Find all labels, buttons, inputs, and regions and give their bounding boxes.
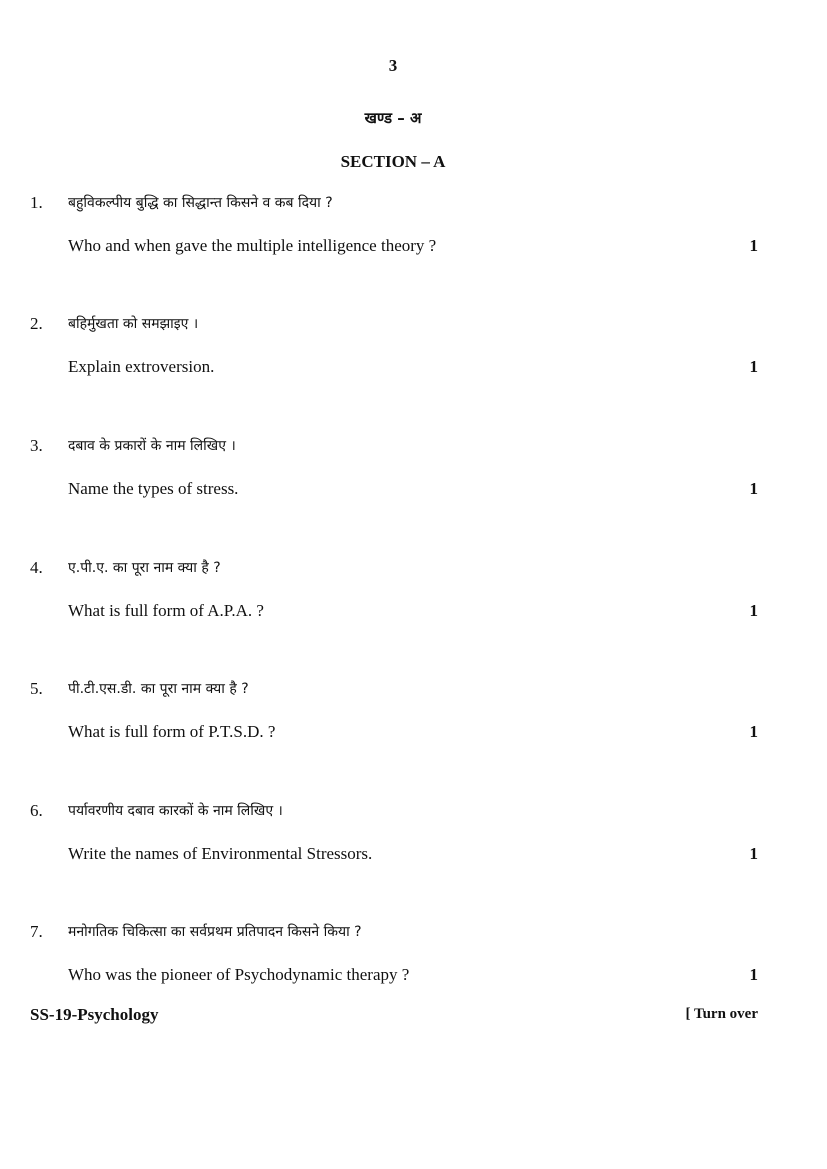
question-item xyxy=(0,193,827,283)
footer-paper-code: SS-19-Psychology xyxy=(30,1005,159,1024)
question-marks: 1 xyxy=(749,965,758,984)
question-text-hindi: बहिर्मुखता को समझाइए । xyxy=(68,316,199,332)
question-text-english: Who was the pioneer of Psychodynamic therapy ? xyxy=(68,965,410,984)
question-text-english: Write the names of Environmental Stressors. xyxy=(68,844,373,863)
question-marks: 1 xyxy=(749,236,758,255)
question-number: 5. xyxy=(30,679,43,698)
question-number: 2. xyxy=(30,314,43,333)
question-item xyxy=(0,922,827,1012)
question-marks: 1 xyxy=(749,601,758,620)
question-item xyxy=(0,558,827,648)
question-number: 1. xyxy=(30,193,43,212)
question-item xyxy=(0,679,827,769)
question-text-hindi: पी.टी.एस.डी. का पूरा नाम क्या है ? xyxy=(68,681,249,697)
question-text-hindi: दबाव के प्रकारों के नाम लिखिए । xyxy=(68,438,236,454)
question-number: 6. xyxy=(30,801,43,820)
question-text-hindi: पर्यावरणीय दबाव कारकों के नाम लिखिए । xyxy=(68,803,283,819)
question-marks: 1 xyxy=(749,357,758,376)
question-text-english: Who and when gave the multiple intelligence theory ? xyxy=(68,236,437,255)
question-marks: 1 xyxy=(749,844,758,863)
question-marks: 1 xyxy=(749,722,758,741)
question-number: 4. xyxy=(30,558,43,577)
question-marks: 1 xyxy=(749,479,758,498)
question-text-english: What is full form of P.T.S.D. ? xyxy=(68,722,276,741)
page-number: 3 xyxy=(388,56,398,75)
question-number: 7. xyxy=(30,922,43,941)
section-heading-english: SECTION – A xyxy=(340,152,446,171)
question-text-english: What is full form of A.P.A. ? xyxy=(68,601,264,620)
question-text-english: Name the types of stress. xyxy=(68,479,239,498)
footer-turn-over: [ Turn over xyxy=(685,1006,758,1022)
question-text-english: Explain extroversion. xyxy=(68,357,215,376)
question-text-hindi: ए.पी.ए. का पूरा नाम क्या है ? xyxy=(68,560,221,576)
question-text-hindi: मनोगतिक चिकित्सा का सर्वप्रथम प्रतिपादन किसने किया ? xyxy=(68,924,362,940)
question-item xyxy=(0,436,827,526)
question-item xyxy=(0,801,827,891)
question-number: 3. xyxy=(30,436,43,455)
question-text-hindi: बहुविकल्पीय बुद्धि का सिद्धान्त किसने व कब दिया ? xyxy=(68,195,333,211)
section-heading-hindi: खण्ड – अ xyxy=(364,109,422,127)
question-item xyxy=(0,314,827,404)
